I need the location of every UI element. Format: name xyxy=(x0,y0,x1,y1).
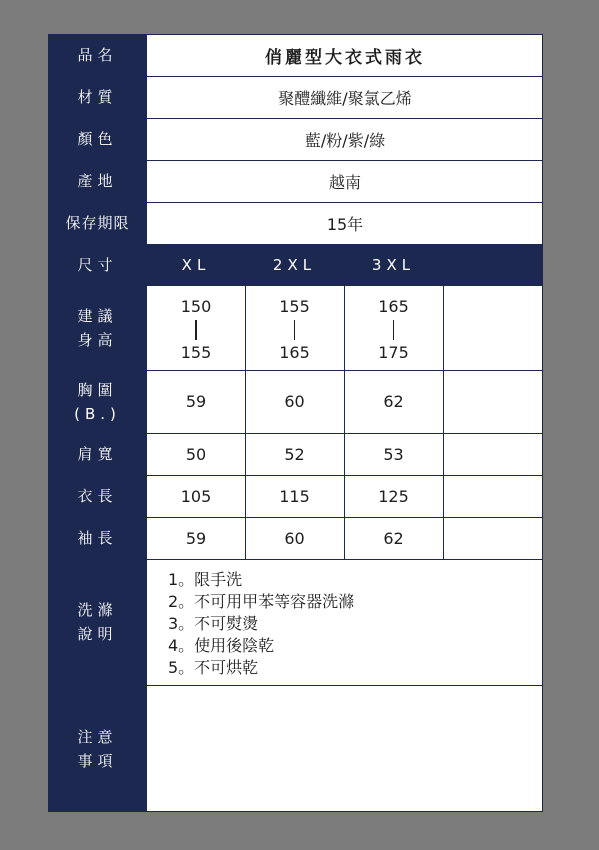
wash-instruction-item: 5。不可烘乾 xyxy=(168,658,259,677)
height-range-xl xyxy=(147,296,245,364)
height-range-3xl xyxy=(344,296,443,364)
length-3xl: 125 xyxy=(378,486,409,506)
color-value: 藍/粉/紫/綠 xyxy=(304,130,386,150)
label-sleeve: 袖長 xyxy=(77,529,118,547)
wash-instructions-list xyxy=(168,569,354,679)
label-wash: 洗滌 說明 xyxy=(77,601,118,643)
label-shoulder: 肩寬 xyxy=(77,445,118,463)
label-shelf-life: 保存期限 xyxy=(65,214,130,232)
height-from: 155 xyxy=(279,297,310,316)
height-to: 165 xyxy=(279,343,310,362)
label-material: 材質 xyxy=(77,88,118,106)
sleeve-xl: 59 xyxy=(185,528,207,548)
origin-value: 越南 xyxy=(328,172,361,192)
sleeve-3xl: 62 xyxy=(383,528,404,548)
range-separator xyxy=(147,318,245,342)
range-separator xyxy=(245,318,344,342)
height-range-2xl xyxy=(245,296,344,364)
sleeve-2xl: 60 xyxy=(284,528,305,548)
label-origin: 產地 xyxy=(77,172,118,190)
product-info-card xyxy=(48,34,543,812)
divider xyxy=(147,559,543,560)
label-length: 衣長 xyxy=(77,487,118,505)
wash-instruction-item: 1。限手洗 xyxy=(168,570,243,589)
label-notes: 注意 事項 xyxy=(77,727,118,770)
shoulder-3xl: 53 xyxy=(383,444,404,464)
length-xl: 105 xyxy=(180,486,212,506)
shelf-life-value: 15年 xyxy=(326,214,364,234)
chest-2xl: 60 xyxy=(284,392,305,411)
height-from: 165 xyxy=(378,297,409,316)
length-2xl: 115 xyxy=(279,486,310,506)
label-size: 尺寸 xyxy=(77,256,118,274)
label-height: 建議 身高 xyxy=(77,307,118,349)
size-header-3xl: 3XL xyxy=(371,256,416,274)
shoulder-2xl: 52 xyxy=(284,444,305,464)
chest-3xl: 62 xyxy=(383,392,404,411)
chest-xl: 59 xyxy=(185,392,207,411)
wash-instruction-item: 2。不可用甲苯等容器洗滌 xyxy=(168,592,355,611)
divider xyxy=(147,811,543,812)
label-color: 顏色 xyxy=(77,130,118,148)
size-header-xl: XL xyxy=(181,256,211,274)
size-header-2xl: 2XL xyxy=(272,256,317,274)
height-from: 150 xyxy=(180,297,212,316)
height-to: 175 xyxy=(378,343,409,362)
height-to: 155 xyxy=(180,343,212,362)
divider xyxy=(147,685,543,686)
range-separator xyxy=(344,318,443,342)
wash-instruction-item: 4。使用後陰乾 xyxy=(168,636,275,655)
shoulder-xl: 50 xyxy=(185,444,207,464)
material-value: 聚醴纖維/聚氯乙烯 xyxy=(278,88,412,108)
product-name: 俏麗型大衣式雨衣 xyxy=(265,47,425,68)
label-name: 品名 xyxy=(77,46,118,64)
wash-instruction-item: 3。不可熨燙 xyxy=(168,614,259,633)
column-divider xyxy=(443,286,444,559)
label-chest: 胸圍 (B.) xyxy=(74,380,121,423)
